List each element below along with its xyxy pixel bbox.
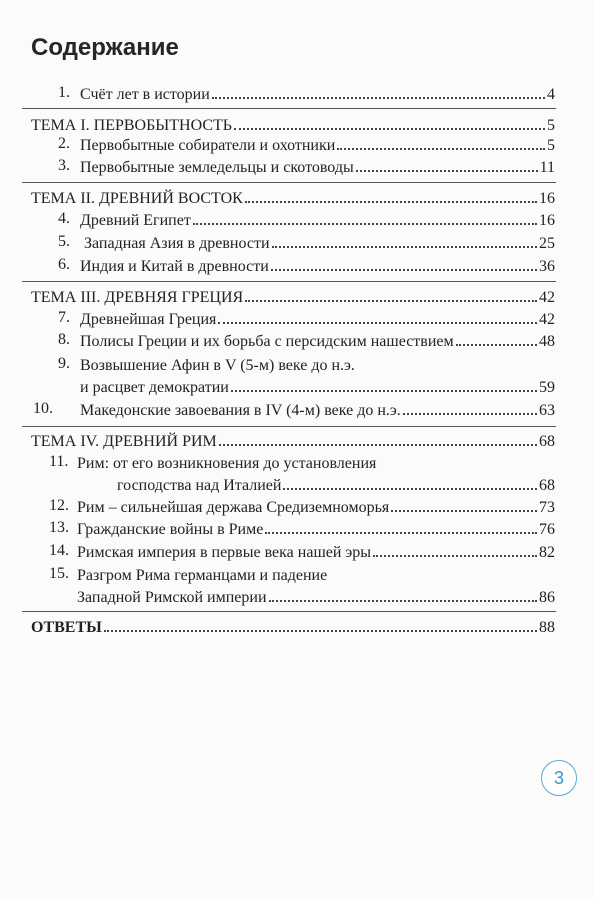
leader-dots (193, 223, 537, 225)
toc-entry[interactable] (0, 210, 594, 230)
toc-entry[interactable] (0, 497, 594, 517)
leader-dots (391, 510, 537, 512)
toc-entry[interactable] (0, 565, 594, 585)
page-number-badge: 3 (541, 760, 577, 796)
entry-page: 73 (539, 499, 555, 516)
entry-page: 59 (539, 379, 555, 396)
leader-dots (104, 630, 537, 632)
toc-topic[interactable] (0, 617, 594, 637)
topic-title: ТЕМА I. ПЕРВОБЫТНОСТЬ (31, 117, 232, 134)
page-title: Содержание (31, 34, 179, 61)
topic-title: ТЕМА II. ДРЕВНИЙ ВОСТОК (31, 190, 243, 207)
entry-number: 7. (58, 309, 70, 326)
entry-page: 68 (539, 433, 555, 450)
entry-title: Возвышение Афин в V (5-м) веке до н.э. (80, 357, 355, 374)
leader-dots (403, 413, 537, 415)
entry-number: 4. (58, 210, 70, 227)
entry-page: 4 (547, 86, 555, 103)
leader-dots (245, 300, 537, 302)
entry-page: 76 (539, 521, 555, 538)
entry-title: Западная Азия в древности (80, 235, 270, 252)
entry-page: 48 (539, 333, 555, 350)
entry-page: 5 (547, 117, 555, 134)
entry-number: 11. (49, 453, 69, 470)
entry-page: 42 (539, 289, 555, 306)
entry-number: 10. (33, 400, 53, 417)
entry-number: 1. (58, 84, 70, 101)
toc-entry[interactable] (0, 233, 594, 253)
entry-title: Западной Римской империи (77, 589, 267, 606)
leader-dots (269, 600, 537, 602)
toc-entry[interactable] (0, 135, 594, 155)
toc-entry-continuation[interactable] (0, 377, 594, 397)
leader-dots (356, 170, 538, 172)
leader-dots (265, 532, 537, 534)
leader-dots (337, 148, 545, 150)
entry-title: господства над Италией (117, 477, 282, 494)
leader-dots (219, 444, 537, 446)
divider (22, 426, 556, 427)
toc-entry[interactable] (0, 331, 594, 351)
divider (22, 182, 556, 183)
entry-page: 36 (539, 258, 555, 275)
toc-entry[interactable] (0, 355, 594, 375)
entry-page: 42 (539, 311, 555, 328)
entry-number: 2. (58, 135, 70, 152)
leader-dots (218, 322, 537, 324)
entry-page: 68 (539, 477, 555, 494)
entry-page: 5 (547, 137, 555, 154)
entry-title: Полисы Греции и их борьба с персидским нашествием (80, 333, 454, 350)
toc-entry[interactable] (0, 519, 594, 539)
toc-topic[interactable] (0, 115, 594, 135)
entry-page: 63 (539, 402, 555, 419)
divider (22, 611, 556, 612)
entry-page: 11 (539, 159, 555, 176)
topic-title: ТЕМА IV. ДРЕВНИЙ РИМ (31, 433, 217, 450)
entry-number: 9. (58, 355, 70, 372)
leader-dots (272, 246, 538, 248)
toc-entry[interactable] (0, 84, 594, 104)
topic-title: ТЕМА III. ДРЕВНЯЯ ГРЕЦИЯ (31, 289, 244, 306)
toc-entry[interactable] (0, 157, 594, 177)
entry-number: 13. (49, 519, 69, 536)
leader-dots (456, 344, 537, 346)
leader-dots (234, 128, 545, 130)
entry-title: Римская империя в первые века нашей эры (77, 544, 372, 561)
entry-number: 8. (58, 331, 70, 348)
entry-title: Рим: от его возникновения до установления (77, 455, 377, 472)
entry-title: Древний Египет (80, 212, 191, 229)
entry-page: 25 (539, 235, 555, 252)
toc-topic[interactable] (0, 188, 594, 208)
entry-page: 88 (539, 619, 555, 636)
toc-entry[interactable] (0, 542, 594, 562)
entry-title: Первобытные земледельцы и скотоводы (80, 159, 354, 176)
entry-title: Разгром Рима германцами и падение (77, 567, 328, 584)
leader-dots (271, 269, 537, 271)
entry-page: 82 (539, 544, 555, 561)
leader-dots (283, 488, 537, 490)
entry-title: Счёт лет в истории (80, 86, 210, 103)
toc-entry-continuation[interactable] (0, 587, 594, 607)
entry-number: 12. (49, 497, 69, 514)
entry-number: 15. (49, 565, 69, 582)
entry-page: 16 (539, 212, 555, 229)
toc-topic[interactable] (0, 287, 594, 307)
entry-title: Первобытные собиратели и охотники (80, 137, 336, 154)
divider (22, 108, 556, 109)
entry-page: 86 (539, 589, 555, 606)
answers-title: ОТВЕТЫ (31, 619, 102, 636)
leader-dots (373, 555, 537, 557)
toc-entry[interactable] (0, 256, 594, 276)
entry-title: и расцвет демократии (80, 379, 229, 396)
entry-title: Македонские завоевания в IV (4-м) веке до н.э. (80, 402, 401, 419)
toc-entry[interactable] (0, 400, 594, 420)
divider (22, 281, 556, 282)
leader-dots (212, 97, 545, 99)
leader-dots (231, 390, 537, 392)
entry-number: 5. (58, 233, 70, 250)
entry-page: 16 (539, 190, 555, 207)
entry-title: Гражданские войны в Риме (77, 521, 264, 538)
toc-entry-continuation[interactable] (0, 475, 594, 495)
entry-title: Индия и Китай в древности (80, 258, 269, 275)
leader-dots (245, 201, 537, 203)
entry-number: 3. (58, 157, 70, 174)
entry-title: Рим – сильнейшая держава Средиземноморья (77, 499, 390, 516)
toc-entry[interactable] (0, 453, 594, 473)
entry-number: 6. (58, 256, 70, 273)
entry-title: Древнейшая Греция (80, 311, 217, 328)
toc-entry[interactable] (0, 309, 594, 329)
entry-number: 14. (49, 542, 69, 559)
toc-topic[interactable] (0, 431, 594, 451)
